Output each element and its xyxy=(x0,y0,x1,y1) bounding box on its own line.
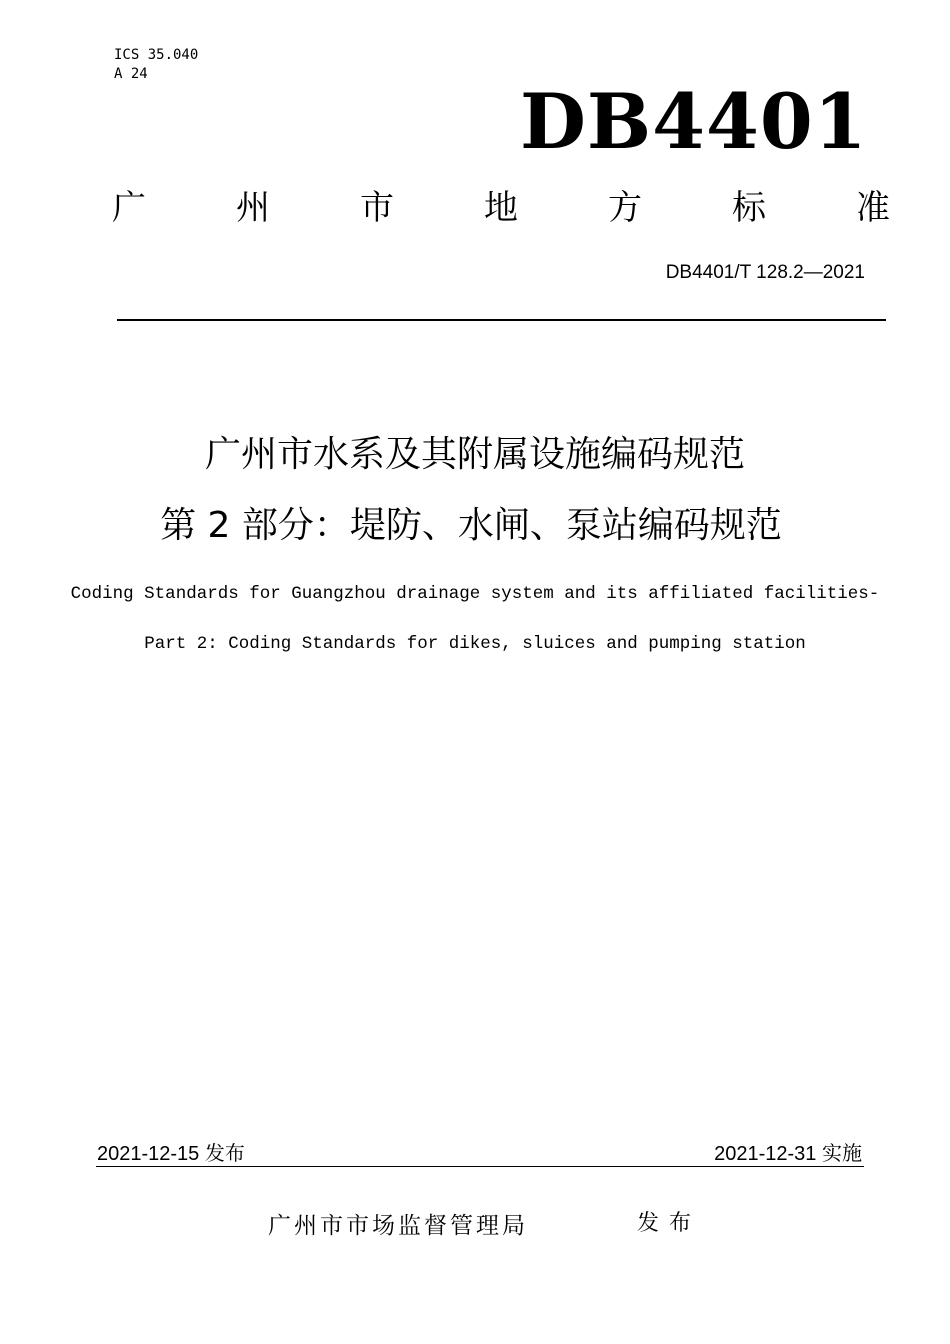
footer-divider xyxy=(96,1166,864,1167)
chinese-title-line-1: 广州市水系及其附属设施编码规范 xyxy=(204,434,745,475)
standard-logo: DB4401 xyxy=(520,77,868,166)
standard-type-char: 市 xyxy=(360,188,394,228)
ics-code: ICS 35.040 xyxy=(114,47,199,63)
implementation-date: 2021-12-31 实施 xyxy=(714,1143,862,1165)
ccs-code: A 24 xyxy=(114,66,148,82)
standard-type-char: 广 xyxy=(112,188,146,228)
english-title-line-1: Coding Standards for Guangzhou drainage system and its affiliated facilities- xyxy=(70,584,880,604)
standard-type-char: 州 xyxy=(236,188,270,228)
standard-type-char: 地 xyxy=(484,188,518,228)
standard-number: DB4401/T 128.2—2021 xyxy=(665,262,865,283)
standard-type-char: 准 xyxy=(856,188,890,228)
standard-type-title xyxy=(112,186,890,230)
standard-type-char: 方 xyxy=(608,188,642,228)
chinese-title-line-2: 第 2 部分：堤防、水闸、泵站编码规范 xyxy=(160,505,782,546)
publish-label: 发布 xyxy=(637,1211,702,1236)
issue-date: 2021-12-15 发布 xyxy=(97,1143,245,1165)
issuing-authority: 广州市市场监督管理局 xyxy=(268,1213,528,1239)
standard-type-char: 标 xyxy=(732,188,766,228)
english-title-line-2: Part 2: Coding Standards for dikes, sluices and pumping station xyxy=(144,634,806,654)
header-divider xyxy=(117,319,886,321)
